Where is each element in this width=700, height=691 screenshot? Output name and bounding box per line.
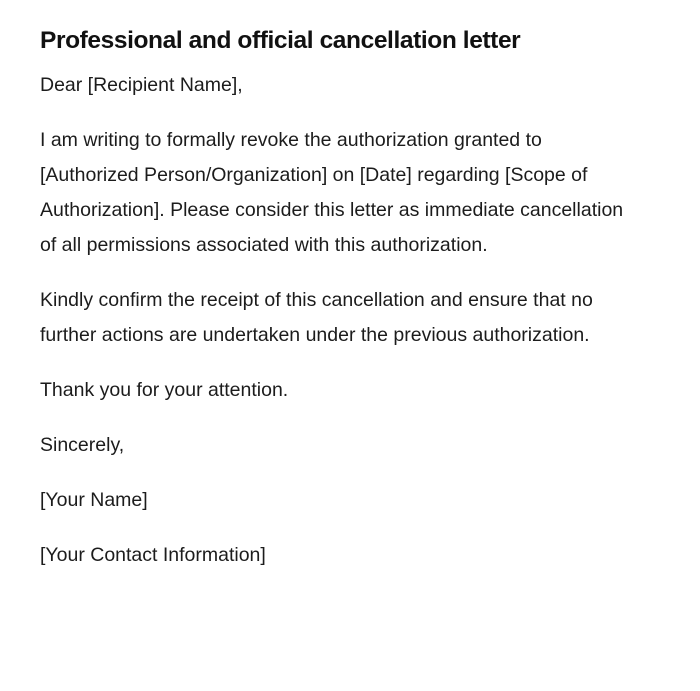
thanks-line: Thank you for your attention. (40, 379, 289, 401)
signature-name: [Your Name] (40, 489, 148, 511)
body-paragraph-1: I am writing to formally revoke the authorization granted to [Authorized Person/Organization] on [Date] regarding [Scope of Authorization]. Please consider this letter as immediate cancellation of all permissions associated with this authorization. (40, 129, 624, 256)
body-paragraph-2: Kindly confirm the receipt of this cancellation and ensure that no further actions are undertaken under the previous authorization. (40, 289, 593, 346)
letter-title: Professional and official cancellation letter (40, 27, 521, 54)
contact-information: [Your Contact Information] (40, 544, 266, 566)
salutation: Dear [Recipient Name], (40, 74, 243, 96)
letter (40, 26, 640, 593)
closing-line: Sincerely, (40, 434, 125, 456)
